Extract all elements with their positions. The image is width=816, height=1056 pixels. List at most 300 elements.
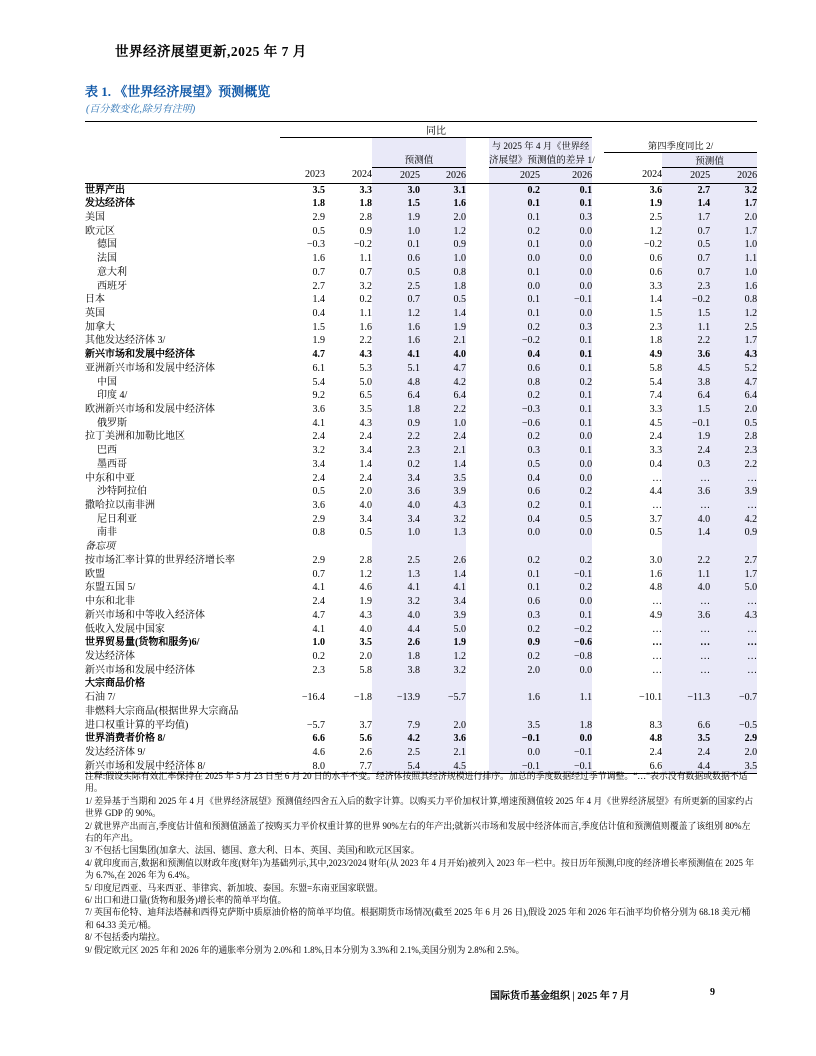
table-title: 表 1. 《世界经济展望》预测概览	[85, 84, 271, 99]
cell-value: 6.4	[372, 389, 420, 403]
cell-value: 4.3	[710, 348, 757, 362]
cell-value: 0.1	[540, 197, 592, 211]
cell-value: 0.2	[372, 458, 420, 472]
column-spacer	[592, 595, 604, 609]
cell-value: 1.1	[662, 321, 710, 335]
cell-value	[662, 705, 710, 719]
cell-value: 3.5	[359, 637, 372, 649]
cell-value: 4.1	[420, 581, 466, 595]
table-row	[85, 554, 757, 568]
column-spacer	[592, 581, 604, 595]
cell-value: 4.0	[372, 499, 420, 513]
table-header	[85, 122, 757, 184]
column-spacer	[592, 609, 604, 623]
year-column: 2025	[662, 167, 710, 183]
row-label: 东盟五国 5/	[85, 582, 136, 594]
cell-value: 3.4	[312, 458, 325, 470]
cell-value: 4.2	[420, 376, 466, 390]
cell-value: 1.7	[710, 334, 757, 348]
column-spacer	[466, 444, 489, 458]
cell-value: 0.0	[540, 252, 592, 266]
cell-value: 3.6	[420, 732, 466, 746]
cell-value: 1.9	[662, 430, 710, 444]
row-label: 中东和北非	[85, 596, 135, 608]
cell-value: −0.6	[540, 636, 592, 650]
column-spacer	[466, 348, 489, 362]
table-row	[85, 211, 757, 225]
column-spacer	[466, 623, 489, 637]
row-label: 非燃料大宗商品(根据世界大宗商品	[85, 705, 239, 717]
cell-value: 1.8	[372, 403, 420, 417]
cell-value: 2.2	[662, 554, 710, 568]
cell-value: 4.8	[649, 582, 663, 594]
note-line: 1/ 差异基于当期和 2025 年 4 月《世界经济展望》预测值经四舍五入后的数字计算。以购买力平价加权计算,增速预测值较 2025 年 4 月《世界经济展望》有所更新的国家约占世界 GDP 的 90%。	[85, 795, 754, 819]
cell-value: 4.0	[372, 609, 420, 623]
cell-value: 0.6	[489, 595, 540, 609]
cell-value: 1.9	[420, 636, 466, 650]
cell-value: −10.1	[638, 692, 663, 704]
cell-value: −0.1	[540, 760, 592, 774]
row-label: 墨西哥	[97, 458, 127, 470]
cell-value: 0.5	[662, 238, 710, 252]
cell-value: 1.4	[420, 307, 466, 321]
header-row-group2	[85, 138, 757, 153]
row-label: 备忘项	[85, 541, 115, 553]
cell-value: 0.6	[489, 362, 540, 376]
cell-value: 0.9	[710, 526, 757, 540]
column-spacer	[466, 307, 489, 321]
table-row	[85, 197, 757, 211]
cell-value: 3.9	[420, 485, 466, 499]
cell-value: 1.5	[662, 403, 710, 417]
cell-value: −0.7	[710, 691, 757, 705]
cell-value: 0.4	[312, 307, 325, 319]
cell-value: 0.8	[420, 266, 466, 280]
row-label: 发达经济体	[85, 198, 135, 210]
cell-value: 0.7	[662, 266, 710, 280]
column-spacer	[466, 321, 489, 335]
row-label: 世界产出	[85, 184, 125, 196]
cell-value: 3.6	[312, 500, 325, 512]
header-empty-cell	[604, 122, 757, 138]
note-line: 2/ 就世界产出而言,季度估计值和预测值涵盖了按购买力平价权重计算的世界 90%左右的年产出;就新兴市场和发展中经济体而言,季度估计值和预测值则覆盖了该组别 80%左右的年产出。	[85, 820, 751, 844]
cell-value: 2.0	[710, 746, 757, 760]
cell-value: 2.4	[312, 472, 325, 484]
column-spacer	[466, 595, 489, 609]
cell-value: 0.0	[540, 732, 592, 746]
cell-value: …	[710, 636, 757, 650]
cell-value: 1.8	[540, 719, 592, 733]
cell-value: 1.1	[359, 307, 372, 319]
cell-value: −0.3	[306, 239, 325, 251]
cell-value: 4.3	[710, 609, 757, 623]
cell-value: 1.8	[359, 198, 372, 210]
cell-value: 1.7	[710, 225, 757, 239]
cell-value: 0.5	[540, 513, 592, 527]
cell-value: 0.3	[540, 211, 592, 225]
cell-value	[325, 677, 372, 691]
cell-value: 2.7	[710, 554, 757, 568]
cell-value: 1.1	[662, 568, 710, 582]
cell-value: 2.2	[662, 334, 710, 348]
cell-value: 1.6	[420, 197, 466, 211]
note-line: 7/ 英国布伦特、迪拜法塔赫和西得克萨斯中质原油价格的简单平均值。根据期货市场情况(截至 2025 年 6 月 26 日),假设 2025 年和 2026 年石油平均价格分别为 68.18 美元/桶和 64.33 美元/桶。	[85, 907, 751, 930]
column-spacer	[592, 211, 604, 225]
row-label: 尼日利亚	[97, 513, 137, 525]
cell-value: 0.7	[372, 293, 420, 307]
cell-value: 2.0	[359, 650, 372, 662]
table-row	[85, 403, 757, 417]
column-spacer	[466, 705, 489, 719]
cell-value: −0.2	[489, 334, 540, 348]
cell-value: 0.0	[540, 526, 592, 540]
column-spacer	[592, 677, 604, 691]
cell-value: −0.2	[353, 239, 372, 251]
cell-value: 1.4	[662, 197, 710, 211]
cell-value: 1.8	[649, 335, 663, 347]
cell-value: 0.1	[540, 348, 592, 362]
table-row	[85, 334, 757, 348]
column-spacer	[592, 540, 604, 554]
cell-value	[662, 540, 710, 554]
cell-value: 2.0	[710, 211, 757, 225]
cell-value: 5.2	[710, 362, 757, 376]
column-spacer	[466, 183, 489, 197]
cell-value: 0.3	[489, 609, 540, 623]
cell-value: 1.0	[710, 266, 757, 280]
column-spacer	[466, 650, 489, 664]
cell-value: 7.7	[359, 760, 372, 772]
row-label: 世界贸易量(货物和服务)6/	[85, 637, 200, 649]
forecast-label: 预测值	[372, 152, 466, 167]
column-spacer	[466, 581, 489, 595]
cell-value: 0.7	[312, 266, 325, 278]
cell-value: 2.9	[312, 554, 325, 566]
cell-value: −1.8	[353, 692, 372, 704]
cell-value: 4.8	[649, 733, 663, 745]
cell-value: 1.8	[420, 280, 466, 294]
column-spacer	[592, 225, 604, 239]
cell-value: 0.2	[359, 294, 372, 306]
cell-value: −0.2	[643, 239, 663, 251]
column-spacer	[592, 444, 604, 458]
notes	[85, 770, 759, 956]
row-label: 西班牙	[97, 280, 127, 292]
row-label: 按市场汇率计算的世界经济增长率	[85, 554, 235, 566]
cell-value: 2.1	[420, 334, 466, 348]
cell-value	[710, 540, 757, 554]
header-empty-cell	[280, 138, 372, 153]
table-row	[85, 513, 757, 527]
cell-value: 3.7	[359, 719, 372, 731]
cell-value: 6.6	[662, 719, 710, 733]
cell-value: 6.5	[359, 390, 372, 402]
cell-value: 4.9	[649, 609, 663, 621]
cell-value: 0.5	[420, 293, 466, 307]
cell-value: 0.1	[489, 266, 540, 280]
year-column: 2026	[420, 167, 466, 183]
column-spacer	[592, 293, 604, 307]
row-label: 欧元区	[85, 225, 115, 237]
cell-value: 1.0	[372, 225, 420, 239]
cell-value: 2.6	[372, 636, 420, 650]
cell-value: 3.5	[710, 760, 757, 774]
cell-value: 1.1	[359, 253, 372, 265]
cell-value: …	[652, 637, 663, 649]
cell-value	[325, 705, 372, 719]
table-row	[85, 280, 757, 294]
year-column: 2026	[710, 167, 757, 183]
cell-value: 3.6	[662, 609, 710, 623]
cell-value: 0.9	[372, 417, 420, 431]
cell-value: 2.0	[489, 664, 540, 678]
cell-value: 1.4	[649, 294, 663, 306]
column-spacer	[592, 732, 604, 746]
cell-value: 4.6	[359, 582, 372, 594]
year-column: 2024	[604, 167, 662, 183]
cell-value: 3.8	[662, 376, 710, 390]
cell-value: 1.6	[372, 334, 420, 348]
cell-value: 0.0	[489, 280, 540, 294]
cell-value: 2.3	[372, 444, 420, 458]
cell-value: 2.4	[649, 746, 663, 758]
cell-value: 2.5	[372, 280, 420, 294]
cell-value: 4.5	[662, 362, 710, 376]
cell-value: 0.0	[540, 472, 592, 486]
column-spacer	[466, 485, 489, 499]
cell-value: 0.1	[489, 211, 540, 225]
cell-value: 1.5	[312, 321, 325, 333]
cell-value: 0.2	[489, 321, 540, 335]
cell-value: …	[652, 472, 663, 484]
cell-value: 1.0	[420, 252, 466, 266]
table-row	[85, 526, 757, 540]
column-spacer	[592, 362, 604, 376]
cell-value: …	[662, 499, 710, 513]
column-spacer	[466, 238, 489, 252]
cell-value: 1.7	[662, 211, 710, 225]
cell-value: −16.4	[301, 692, 325, 704]
cell-value: 0.7	[312, 568, 325, 580]
column-spacer	[592, 334, 604, 348]
column-spacer	[592, 348, 604, 362]
column-spacer	[466, 540, 489, 554]
cell-value: 1.1	[540, 691, 592, 705]
cell-value: 2.3	[649, 321, 663, 333]
cell-value: 1.5	[649, 307, 663, 319]
note-line: 6/ 出口和进口量(货物和服务)增长率的简单平均值。	[85, 895, 287, 906]
cell-value: −0.2	[540, 623, 592, 637]
table-row	[85, 252, 757, 266]
table-row	[85, 389, 757, 403]
row-label: 发达经济体	[85, 650, 135, 662]
weo-projections-table	[85, 121, 757, 774]
cell-value: 4.1	[372, 348, 420, 362]
cell-value: 6.4	[420, 389, 466, 403]
cell-value: 3.6	[662, 348, 710, 362]
cell-value: 4.4	[662, 760, 710, 774]
cell-value: 0.2	[540, 376, 592, 390]
cell-value: 0.0	[489, 526, 540, 540]
cell-value: 2.5	[710, 321, 757, 335]
cell-value: 1.0	[372, 526, 420, 540]
cell-value: 0.5	[372, 266, 420, 280]
column-spacer	[592, 266, 604, 280]
column-spacer	[592, 252, 604, 266]
row-label: 其他发达经济体 3/	[85, 335, 166, 347]
cell-value: 3.6	[312, 404, 325, 415]
cell-value: 8.3	[649, 719, 663, 731]
cell-value: 5.8	[359, 664, 372, 676]
cell-value: −0.2	[662, 293, 710, 307]
note-line: 9/ 假定欧元区 2025 年和 2026 年的通胀率分别为 2.0%和 1.8%,日本分别为 3.3%和 2.1%,美国分别为 2.8%和 2.5%。	[85, 944, 525, 955]
column-spacer	[592, 183, 604, 197]
cell-value: −13.9	[372, 691, 420, 705]
cell-value: 0.1	[489, 197, 540, 211]
cell-value: 3.2	[359, 280, 372, 292]
table-row	[85, 348, 757, 362]
cell-value	[540, 705, 592, 719]
cell-value: 1.7	[710, 197, 757, 211]
column-spacer	[592, 636, 604, 650]
cell-value: 0.2	[489, 623, 540, 637]
column-spacer	[592, 389, 604, 403]
cell-value: 4.7	[312, 609, 325, 621]
row-label: 美国	[85, 211, 105, 223]
cell-value: 3.5	[489, 719, 540, 733]
column-spacer	[466, 746, 489, 760]
row-label: 新兴市场和发展中经济体 8/	[85, 760, 206, 772]
cell-value: 0.5	[312, 486, 325, 498]
cell-value	[372, 677, 420, 691]
column-spacer	[592, 307, 604, 321]
cell-value: 0.1	[489, 581, 540, 595]
cell-value: 0.1	[540, 499, 592, 513]
cell-value: …	[710, 595, 757, 609]
cell-value: 3.3	[649, 280, 663, 292]
column-spacer	[592, 554, 604, 568]
cell-value: 1.4	[420, 458, 466, 472]
row-label: 中国	[97, 376, 117, 388]
cell-value: …	[662, 636, 710, 650]
column-spacer	[592, 719, 604, 733]
cell-value: 3.0	[372, 183, 420, 197]
cell-value: 0.0	[540, 225, 592, 239]
cell-value: 3.3	[649, 404, 663, 415]
cell-value: 0.6	[372, 252, 420, 266]
cell-value: 0.8	[312, 527, 325, 539]
table-row	[85, 650, 757, 664]
cell-value: 0.1	[489, 238, 540, 252]
cell-value: 2.9	[312, 211, 325, 223]
row-label: 沙特阿拉伯	[97, 486, 147, 498]
cell-value: 1.9	[649, 198, 663, 210]
cell-value: 4.9	[649, 349, 663, 361]
cell-value: 2.0	[359, 486, 372, 498]
cell-value: 0.1	[540, 362, 592, 376]
cell-value: 4.2	[710, 513, 757, 527]
cell-value: 0.8	[710, 293, 757, 307]
cell-value: 2.6	[420, 554, 466, 568]
column-spacer	[466, 417, 489, 431]
table-row	[85, 225, 757, 239]
cell-value: 0.8	[489, 376, 540, 390]
cell-value: 3.9	[710, 485, 757, 499]
table-row	[85, 568, 757, 582]
cell-value: 0.0	[540, 307, 592, 321]
cell-value: …	[710, 499, 757, 513]
cell-value: −0.6	[489, 417, 540, 431]
cell-value: −0.1	[540, 293, 592, 307]
cell-value: 0.1	[540, 609, 592, 623]
cell-value: 1.9	[359, 596, 372, 608]
cell-value: 2.6	[359, 746, 372, 758]
cell-value: 0.5	[649, 527, 663, 539]
cell-value: …	[662, 472, 710, 486]
cell-value: 4.6	[312, 746, 325, 758]
cell-value: …	[710, 664, 757, 678]
cell-value: 3.4	[359, 445, 372, 457]
column-spacer	[466, 664, 489, 678]
note-line: 8/ 不包括委内瑞拉。	[85, 932, 166, 943]
header-row-years	[85, 167, 757, 183]
note-line: 注释:假设实际有效汇率保持在 2025 年 5 月 23 日至 6 月 20 日的水平不变。经济体按照其经济规模进行排序。加总的季度数据经过季节调整。“…”表示没有数据或数据不适用。	[85, 771, 748, 794]
cell-value: 1.0	[312, 637, 325, 649]
cell-value	[489, 705, 540, 719]
cell-value	[604, 705, 662, 719]
column-spacer	[466, 293, 489, 307]
row-label: 新兴市场和发展中经济体	[85, 664, 195, 676]
column-spacer	[592, 526, 604, 540]
cell-value: 5.0	[710, 581, 757, 595]
cell-value: 2.4	[359, 472, 372, 484]
cell-value: 5.4	[649, 376, 663, 388]
cell-value: 0.2	[540, 554, 592, 568]
cell-value: 4.0	[420, 348, 466, 362]
table-row	[85, 677, 757, 691]
cell-value: 0.1	[489, 307, 540, 321]
cell-value: 0.7	[662, 252, 710, 266]
column-spacer	[592, 691, 604, 705]
cell-value: −0.1	[489, 732, 540, 746]
cell-value: 2.4	[662, 746, 710, 760]
row-label: 撒哈拉以南非洲	[85, 500, 155, 512]
column-spacer	[466, 403, 489, 417]
cell-value: 0.7	[359, 266, 372, 278]
row-label: 印度 4/	[97, 390, 128, 402]
cell-value: 2.4	[359, 431, 372, 443]
table-row	[85, 362, 757, 376]
cell-value	[280, 705, 325, 719]
cell-value: 1.0	[420, 417, 466, 431]
row-label: 世界消费者价格 8/	[85, 733, 166, 745]
cell-value: 2.4	[649, 431, 663, 443]
column-spacer	[466, 677, 489, 691]
cell-value: 3.4	[372, 513, 420, 527]
table-row	[85, 581, 757, 595]
cell-value: 4.0	[359, 500, 372, 512]
cell-value: 1.6	[489, 691, 540, 705]
table-row	[85, 293, 757, 307]
column-spacer	[466, 430, 489, 444]
column-spacer	[466, 719, 489, 733]
cell-value: −0.1	[540, 568, 592, 582]
cell-value: …	[662, 623, 710, 637]
cell-value: 1.2	[372, 307, 420, 321]
cell-value: 0.0	[540, 266, 592, 280]
column-spacer	[466, 266, 489, 280]
cell-value: 4.4	[649, 486, 663, 498]
